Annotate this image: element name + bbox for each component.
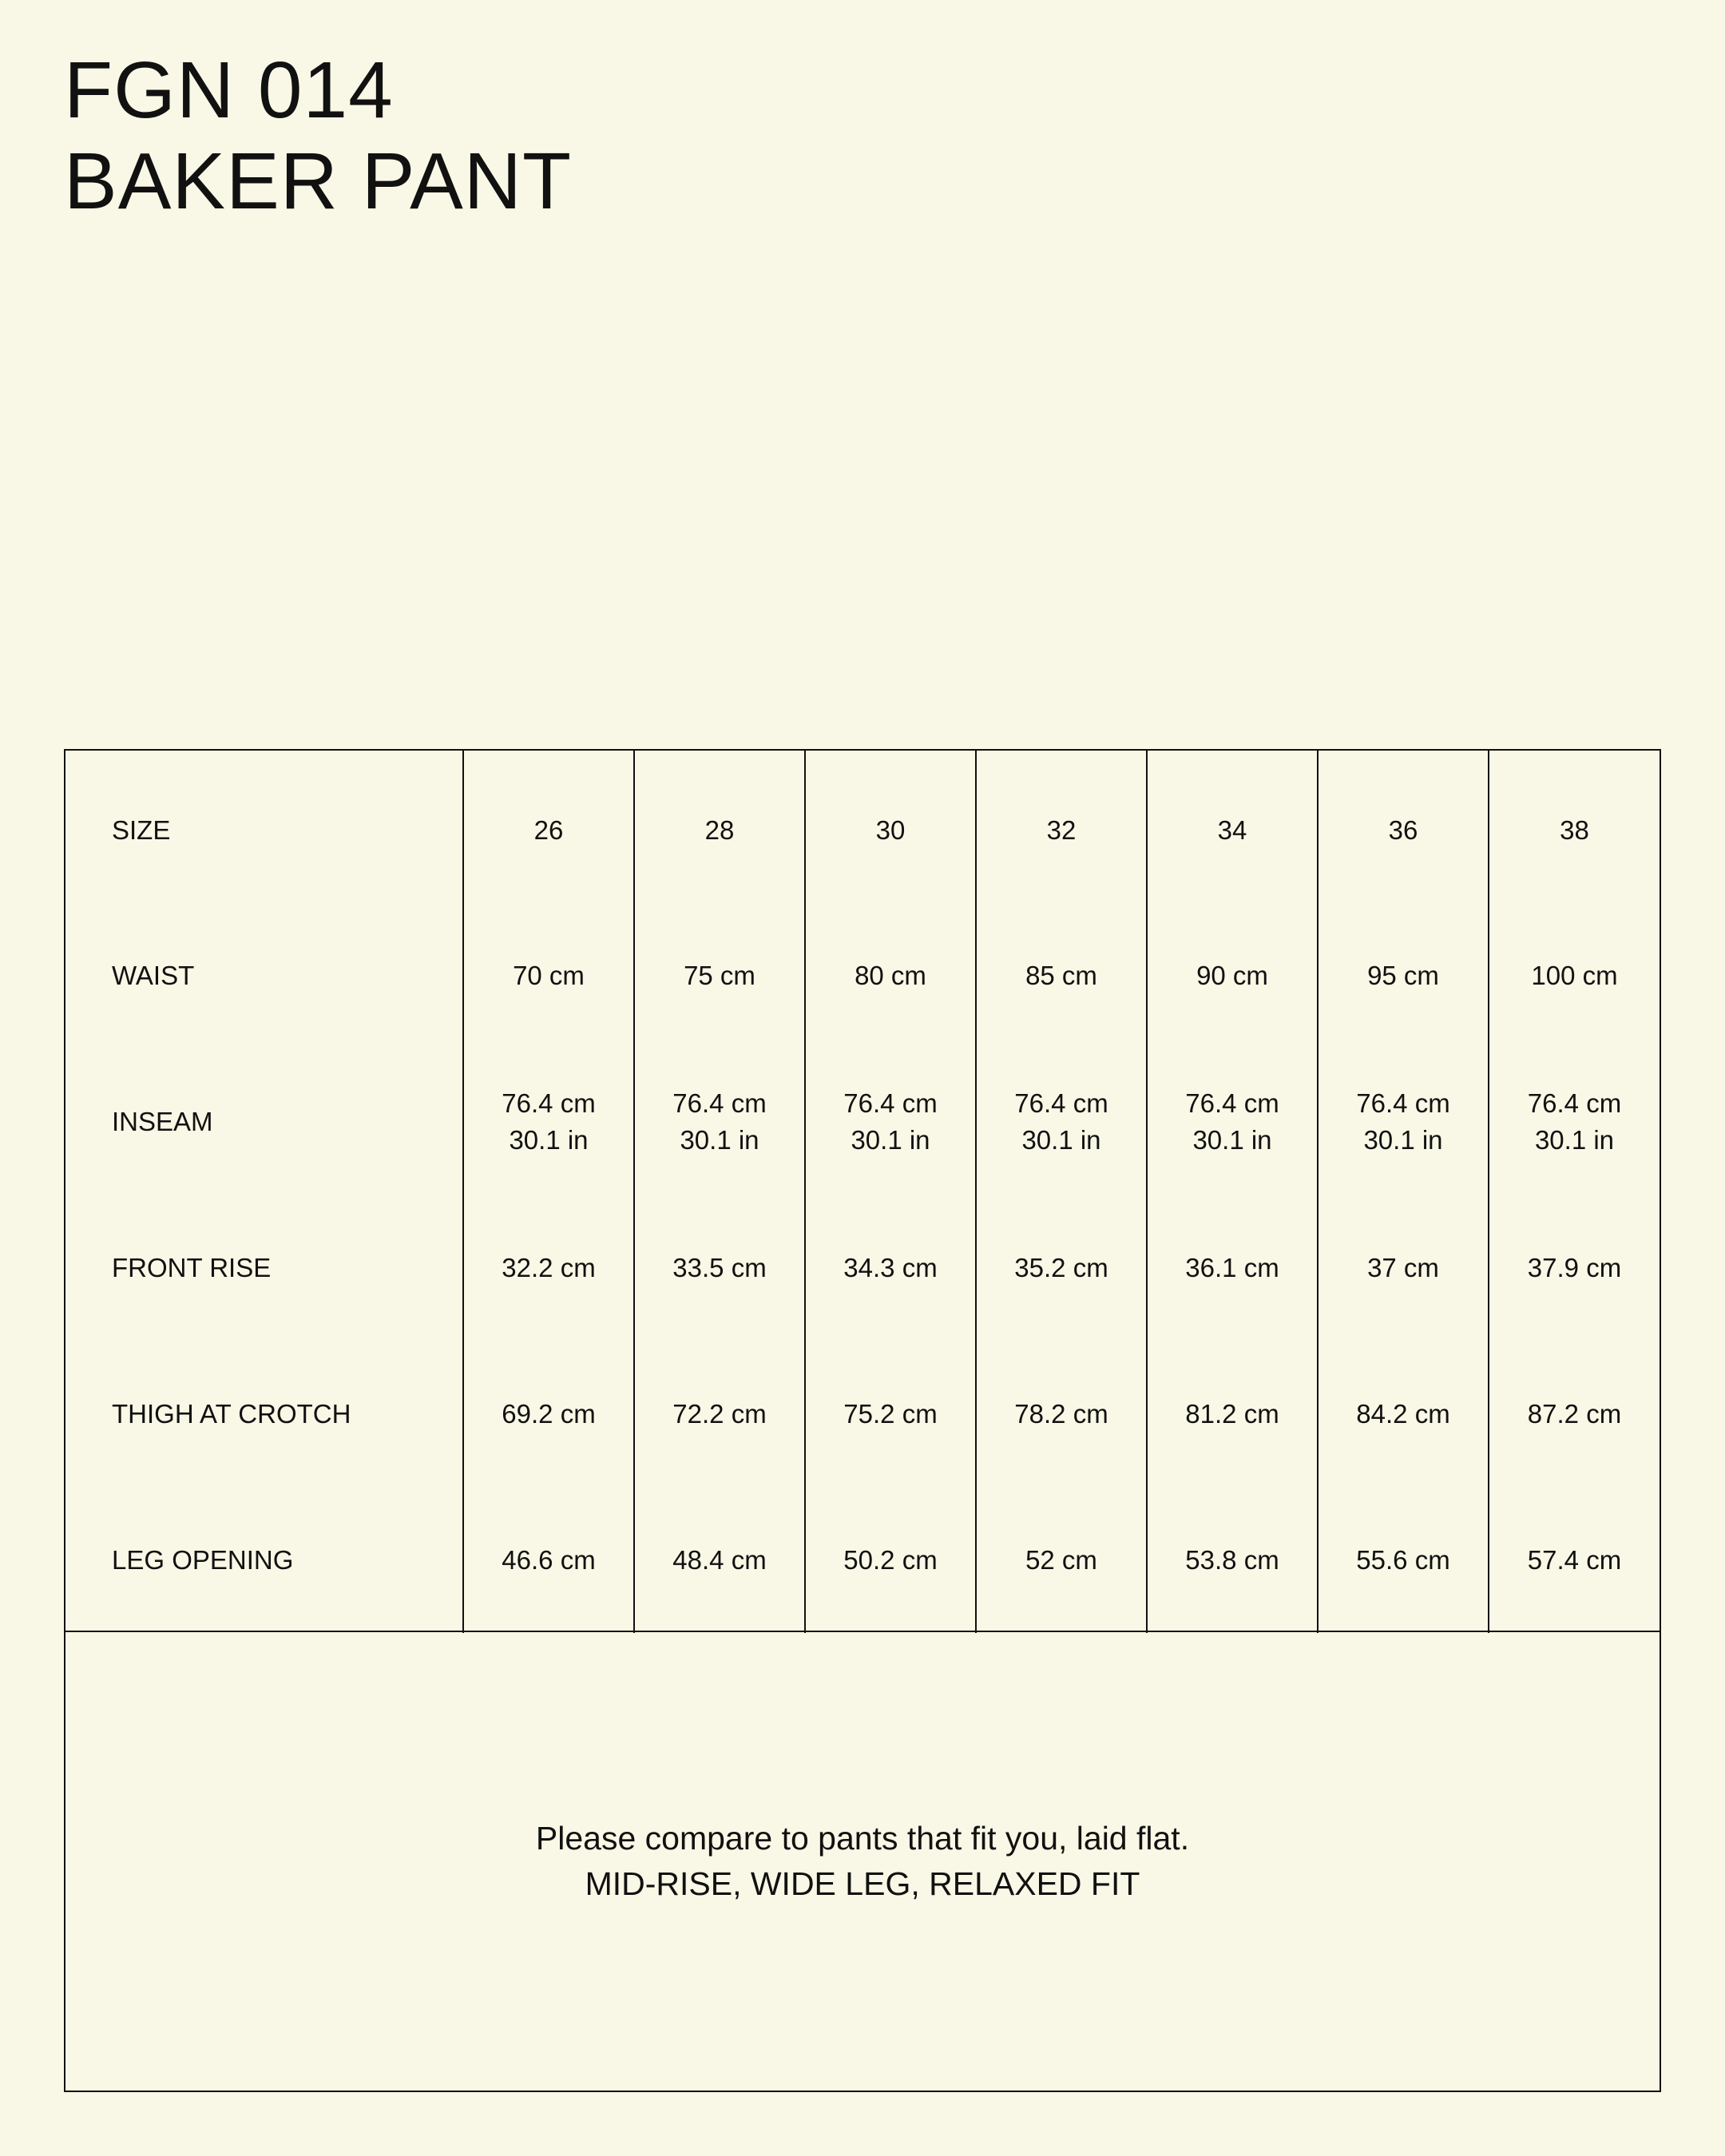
row-label-thigh: THIGH AT CROTCH xyxy=(112,1398,351,1429)
inseam-in: 30.1 in xyxy=(1021,1124,1101,1155)
front-rise-cell: 35.2 cm xyxy=(976,1195,1147,1341)
front-rise-cell: 33.5 cm xyxy=(634,1195,805,1341)
thigh-cell: 87.2 cm xyxy=(1489,1341,1660,1487)
size-cell: 34 xyxy=(1147,751,1318,902)
leg-opening-cell: 48.4 cm xyxy=(634,1487,805,1633)
inseam-cell xyxy=(634,1048,805,1195)
size-cell: 30 xyxy=(805,751,976,902)
table-row-waist xyxy=(65,902,1660,1048)
inseam-cm: 76.4 cm xyxy=(843,1088,938,1118)
inseam-cm: 76.4 cm xyxy=(1014,1088,1108,1118)
leg-opening-cell: 57.4 cm xyxy=(1489,1487,1660,1633)
inseam-in: 30.1 in xyxy=(680,1124,759,1155)
product-name: BAKER PANT xyxy=(64,137,573,226)
row-label-inseam: INSEAM xyxy=(112,1106,213,1136)
inseam-cell xyxy=(1489,1048,1660,1195)
waist-cell: 70 cm xyxy=(463,902,634,1048)
inseam-cm: 76.4 cm xyxy=(1185,1088,1279,1118)
size-cell: 32 xyxy=(976,751,1147,902)
leg-opening-cell: 55.6 cm xyxy=(1318,1487,1489,1633)
product-code: FGN 014 xyxy=(64,46,394,135)
thigh-cell: 69.2 cm xyxy=(463,1341,634,1487)
compare-note: Please compare to pants that fit you, laid flat. xyxy=(535,1820,1190,1857)
front-rise-cell: 36.1 cm xyxy=(1147,1195,1318,1341)
row-label-leg-opening: LEG OPENING xyxy=(112,1544,294,1575)
thigh-cell: 78.2 cm xyxy=(976,1341,1147,1487)
leg-opening-cell: 46.6 cm xyxy=(463,1487,634,1633)
inseam-in: 30.1 in xyxy=(1192,1124,1272,1155)
leg-opening-cell: 53.8 cm xyxy=(1147,1487,1318,1633)
size-chart xyxy=(64,749,1661,2092)
thigh-cell: 75.2 cm xyxy=(805,1341,976,1487)
leg-opening-cell: 52 cm xyxy=(976,1487,1147,1633)
inseam-cm: 76.4 cm xyxy=(1527,1088,1622,1118)
inseam-cm: 76.4 cm xyxy=(1356,1088,1450,1118)
page-title xyxy=(64,45,572,227)
waist-cell: 85 cm xyxy=(976,902,1147,1048)
inseam-cell xyxy=(976,1048,1147,1195)
front-rise-cell: 37.9 cm xyxy=(1489,1195,1660,1341)
front-rise-cell: 37 cm xyxy=(1318,1195,1489,1341)
waist-cell: 95 cm xyxy=(1318,902,1489,1048)
fit-description: MID-RISE, WIDE LEG, RELAXED FIT xyxy=(585,1865,1140,1902)
table-row-thigh xyxy=(65,1341,1660,1487)
thigh-cell: 72.2 cm xyxy=(634,1341,805,1487)
inseam-cell xyxy=(805,1048,976,1195)
front-rise-cell: 34.3 cm xyxy=(805,1195,976,1341)
inseam-in: 30.1 in xyxy=(509,1124,589,1155)
row-label-size: SIZE xyxy=(112,815,171,845)
front-rise-cell: 32.2 cm xyxy=(463,1195,634,1341)
inseam-cell xyxy=(1318,1048,1489,1195)
row-label-front-rise: FRONT RISE xyxy=(112,1252,272,1282)
waist-cell: 100 cm xyxy=(1489,902,1660,1048)
waist-cell: 90 cm xyxy=(1147,902,1318,1048)
inseam-cell xyxy=(1147,1048,1318,1195)
table-row-size xyxy=(65,751,1660,902)
fit-notes xyxy=(65,1632,1660,2091)
thigh-cell: 84.2 cm xyxy=(1318,1341,1489,1487)
size-cell: 26 xyxy=(463,751,634,902)
size-cell: 36 xyxy=(1318,751,1489,902)
waist-cell: 75 cm xyxy=(634,902,805,1048)
thigh-cell: 81.2 cm xyxy=(1147,1341,1318,1487)
inseam-in: 30.1 in xyxy=(1363,1124,1443,1155)
inseam-in: 30.1 in xyxy=(851,1124,930,1155)
table-row-leg-opening xyxy=(65,1487,1660,1633)
inseam-cell xyxy=(463,1048,634,1195)
size-cell: 28 xyxy=(634,751,805,902)
table-row-front-rise xyxy=(65,1195,1660,1341)
inseam-cm: 76.4 cm xyxy=(672,1088,767,1118)
table-row-inseam xyxy=(65,1048,1660,1195)
inseam-cm: 76.4 cm xyxy=(502,1088,596,1118)
size-table xyxy=(65,751,1660,1633)
inseam-in: 30.1 in xyxy=(1534,1124,1615,1155)
size-cell: 38 xyxy=(1489,751,1660,902)
row-label-waist: WAIST xyxy=(112,960,195,990)
waist-cell: 80 cm xyxy=(805,902,976,1048)
leg-opening-cell: 50.2 cm xyxy=(805,1487,976,1633)
